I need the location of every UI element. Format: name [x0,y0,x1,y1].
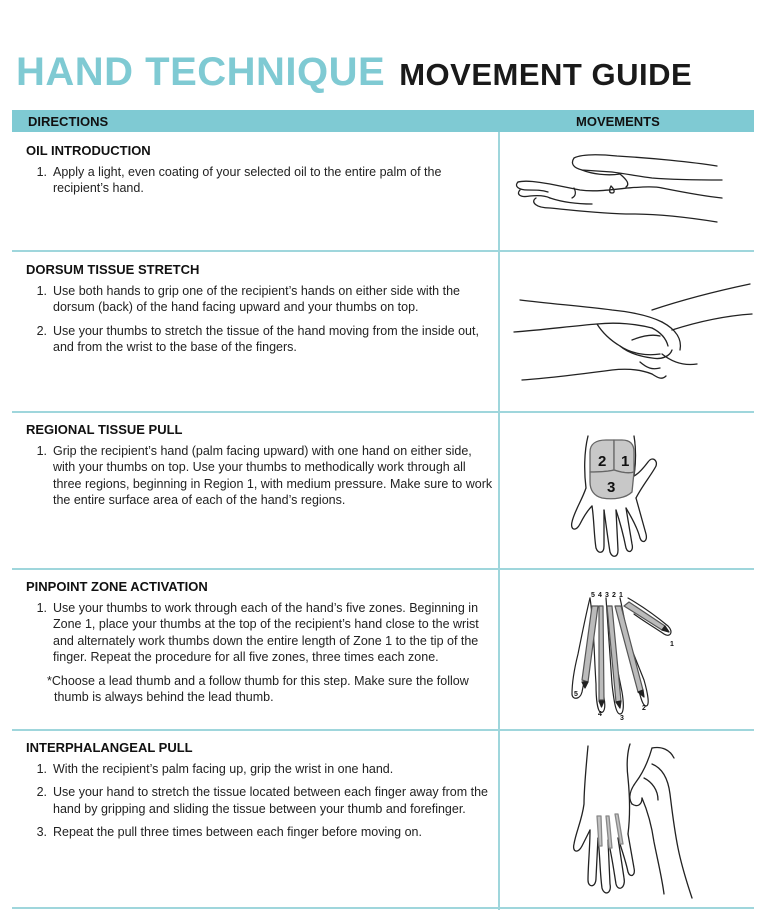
step [26,761,494,777]
illustration-pinpoint-zone-activation [502,584,754,726]
step [26,164,494,197]
section-pinpoint-zone-activation [26,579,494,705]
header-movements: MOVEMENTS [576,114,660,129]
step-number: 1. [36,601,47,615]
zone-label: 1 [619,592,623,599]
row-divider [12,411,754,413]
zone-label: 4 [598,592,602,599]
step-text: Repeat the pull three times between each finger before moving on. [53,825,422,840]
step-text: Use both hands to grip one of the recipient’s hands on either side with the dorsum (back) of the hand facing upward and your thumbs on top. [53,284,460,315]
step-text: Use your hand to stretch the tissue located between each finger away from the hand by gripping and sliding the tissue between your thumb and forefinger. [53,785,488,816]
table-header [12,110,754,132]
step-text: Use your thumbs to work through each of the hand’s five zones. Beginning in Zone 1, place your thumbs at the top of the recipient’s hand close to the wrist and alternately work thumbs down the entire length of Zone 1 to the tip of the finger. Repeat the procedure for all five zones, three times each zone. [53,601,479,665]
region-label: 1 [621,453,630,470]
zone-tip-label: 1 [670,641,674,648]
step-text: Grip the recipient’s hand (palm facing upward) with one hand on either side, with your thumbs on top. Use your thumbs to methodically work through all three regions, beginning in Region 1, with medium pressure. Make sure to work the entire surface area of each of the hand’s regions. [53,444,493,508]
step-number: 1. [36,444,47,458]
section-regional-tissue-pull [26,422,494,516]
step-text: Apply a light, even coating of your selected oil to the entire palm of the recipient’s hand. [53,165,442,196]
region-label: 3 [607,479,616,496]
step-note: *Choose a lead thumb and a follow thumb for this step. Make sure the follow thumb is always behind the lead thumb. [47,673,469,705]
zone-label: 5 [591,592,595,599]
zone-label: 2 [612,592,616,599]
step-number: 1. [36,165,47,179]
step-number: 1. [36,762,47,776]
section-dorsum-tissue-stretch [26,262,494,363]
row-divider [12,568,754,570]
illustration-dorsum-tissue-stretch [502,270,754,400]
illustration-regional-tissue-pull [502,422,754,562]
step-number: 2. [36,323,47,338]
header-directions: DIRECTIONS [28,114,109,129]
section-title: OIL INTRODUCTION [26,143,151,158]
row-divider [12,250,754,252]
step [26,600,494,666]
zone-tip-label: 4 [598,711,602,718]
row-divider [12,729,754,731]
illustration-oil-introduction [502,140,754,240]
step-number: 1. [36,284,47,298]
zone-tip-label: 5 [574,691,578,698]
column-divider [498,132,500,910]
section-title: PINPOINT ZONE ACTIVATION [26,579,208,594]
step [26,283,494,316]
region-label: 2 [598,453,607,470]
zone-tip-label: 3 [620,715,624,722]
section-title: DORSUM TISSUE STRETCH [26,262,200,277]
title-accent: HAND TECHNIQUE [16,50,386,94]
step-text: With the recipient’s palm facing up, grip the wrist in one hand. [53,762,394,776]
illustration-interphalangeal-pull [502,738,754,900]
title-main: MOVEMENT GUIDE [399,57,693,92]
section-title: INTERPHALANGEAL PULL [26,740,193,755]
step-number: 3. [36,825,47,840]
step [26,443,494,509]
step-number: 2. [36,785,47,800]
page-title [16,50,692,100]
step-text: Use your thumbs to stretch the tissue of the hand moving from the inside out, and from the wrist to the base of the fingers. [53,323,479,355]
row-divider [12,907,754,909]
section-interphalangeal-pull [26,740,494,848]
section-title: REGIONAL TISSUE PULL [26,422,183,437]
step [26,784,494,817]
step [26,323,494,356]
section-oil-introduction [26,143,494,204]
zone-tip-label: 2 [642,705,646,712]
step [26,824,494,840]
zone-label: 3 [605,592,609,599]
